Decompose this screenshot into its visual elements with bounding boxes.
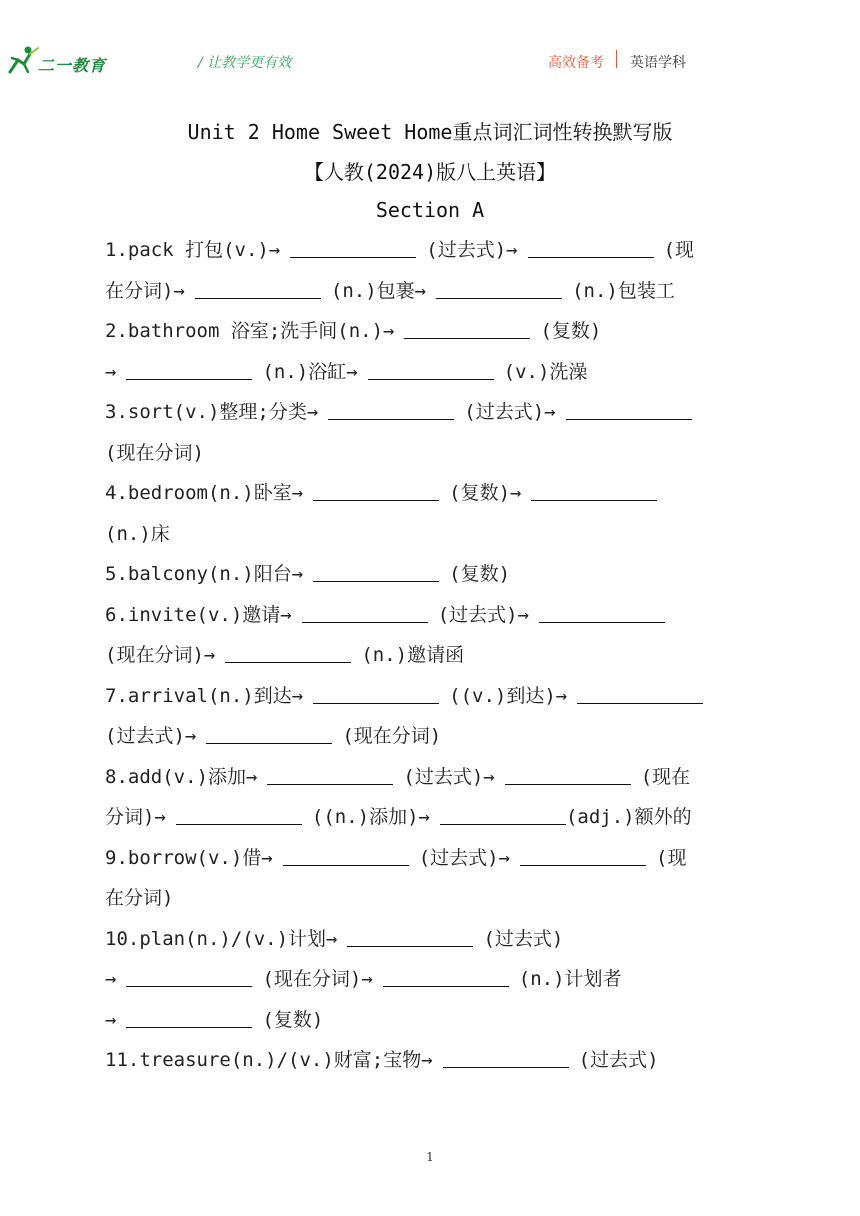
exercise-text: ((v.)到达)→ — [449, 684, 568, 707]
exercise-text: (过去式)→ — [437, 603, 530, 626]
exercise-text: (过去式)→ — [403, 765, 495, 788]
exercise-text: (过去式) — [483, 927, 564, 950]
answer-blank[interactable] — [531, 480, 657, 501]
exercise-text: (过去式) — [578, 1049, 659, 1071]
exercise-line — [105, 763, 765, 804]
answer-blank[interactable] — [539, 602, 665, 623]
answer-blank[interactable] — [225, 642, 351, 663]
answer-blank[interactable] — [206, 723, 332, 744]
exercise-line — [105, 803, 765, 844]
exercise-text: 5.balcony(n.)阳台→ — [105, 563, 304, 585]
answer-blank[interactable] — [267, 764, 393, 785]
header-tag-subject: 英语学科 — [630, 55, 686, 71]
exercise-line — [105, 277, 765, 318]
answer-blank[interactable] — [368, 359, 494, 380]
answer-blank[interactable] — [313, 683, 439, 704]
page-header — [0, 0, 860, 100]
exercise-text: (现在分词)→ — [105, 644, 216, 666]
exercise-line — [105, 520, 765, 561]
exercise-text: (n.)邀请函 — [361, 644, 465, 666]
answer-blank[interactable] — [520, 845, 646, 866]
exercise-line — [105, 884, 765, 925]
exercise-text: (现 — [656, 846, 687, 869]
answer-blank[interactable] — [440, 804, 566, 825]
exercise-line — [105, 317, 765, 358]
section-heading: Section A — [375, 198, 485, 222]
exercise-text: 1.pack 打包(v.)→ — [105, 239, 281, 261]
exercise-text: (现在分词) — [105, 441, 204, 464]
exercise-text: 3.sort(v.)整理;分类→ — [105, 401, 319, 423]
exercise-list — [105, 236, 765, 1087]
exercise-line — [105, 925, 765, 966]
exercise-text: 在分词)→ — [105, 279, 185, 302]
answer-blank[interactable] — [195, 278, 321, 299]
answer-blank[interactable] — [313, 480, 439, 501]
answer-blank[interactable] — [436, 278, 562, 299]
exercise-text: 9.borrow(v.)借→ — [105, 846, 273, 869]
exercise-text: (现在分词)→ — [262, 968, 373, 990]
header-slogan: / 让教学更有效 — [198, 55, 292, 71]
exercise-line — [105, 682, 765, 723]
answer-blank[interactable] — [176, 804, 302, 825]
exercise-text: (过去式)→ — [418, 846, 511, 869]
logo-text: 二一教育 — [38, 56, 107, 75]
exercise-text: 7.arrival(n.)到达→ — [105, 684, 304, 707]
exercise-text: 8.add(v.)添加→ — [105, 765, 258, 788]
exercise-line — [105, 844, 765, 885]
answer-blank[interactable] — [126, 966, 252, 987]
answer-blank[interactable] — [290, 237, 416, 258]
answer-blank[interactable] — [126, 1007, 252, 1028]
exercise-text: 10.plan(n.)/(v.)计划→ — [105, 927, 338, 950]
header-divider — [616, 50, 617, 68]
exercise-line — [105, 722, 765, 763]
exercise-line — [105, 965, 765, 1006]
exercise-line — [105, 479, 765, 520]
exercise-text: (复数) — [540, 320, 602, 342]
answer-blank[interactable] — [302, 602, 428, 623]
exercise-text: (现 — [663, 239, 695, 261]
logo — [4, 44, 114, 78]
answer-blank[interactable] — [577, 683, 703, 704]
exercise-text: (现在 — [640, 765, 691, 788]
exercise-line — [105, 1006, 765, 1047]
answer-blank[interactable] — [283, 845, 409, 866]
exercise-text: ((n.)添加)→ — [311, 806, 430, 828]
document-title: Unit 2 Home Sweet Home重点词汇词性转换默写版 — [187, 120, 673, 144]
exercise-line — [105, 236, 765, 277]
exercise-text: (复数) — [449, 563, 511, 585]
exercise-line — [105, 439, 765, 480]
exercise-text: (v.)洗澡 — [503, 360, 588, 383]
answer-blank[interactable] — [443, 1047, 569, 1068]
exercise-text: → — [105, 1008, 117, 1031]
exercise-line — [105, 641, 765, 682]
exercise-text: (过去式)→ — [426, 239, 518, 261]
answer-blank[interactable] — [383, 966, 509, 987]
exercise-text: 4.bedroom(n.)卧室→ — [105, 482, 304, 504]
answer-blank[interactable] — [328, 399, 454, 420]
exercise-text: (n.)包裹→ — [330, 279, 427, 302]
exercise-text: (复数) — [262, 1008, 324, 1031]
exercise-text: → — [105, 360, 117, 383]
exercise-text: 6.invite(v.)邀请→ — [105, 603, 292, 626]
page-number: 1 — [426, 1150, 434, 1164]
header-tag-exam: 高效备考 — [548, 55, 604, 71]
exercise-text: 分词)→ — [105, 806, 166, 828]
exercise-text: (n.)床 — [105, 522, 170, 545]
exercise-text: 11.treasure(n.)/(v.)财富;宝物→ — [105, 1049, 433, 1071]
exercise-text: (n.)包装工 — [572, 279, 675, 302]
exercise-text: (现在分词) — [342, 725, 442, 747]
exercise-line — [105, 398, 765, 439]
exercise-line — [105, 358, 765, 399]
answer-blank[interactable] — [404, 318, 530, 339]
answer-blank[interactable] — [566, 399, 692, 420]
exercise-text: (n.)计划者 — [518, 968, 622, 990]
exercise-line — [105, 601, 765, 642]
answer-blank[interactable] — [313, 561, 439, 582]
exercise-text: (adj.)额外的 — [565, 806, 692, 828]
exercise-text: (过去式)→ — [464, 401, 556, 423]
exercise-line — [105, 560, 765, 601]
answer-blank[interactable] — [528, 237, 654, 258]
document-subtitle: 【人教(2024)版八上英语】 — [303, 160, 557, 184]
exercise-text: (复数)→ — [449, 482, 522, 504]
answer-blank[interactable] — [347, 926, 473, 947]
answer-blank[interactable] — [126, 359, 252, 380]
exercise-text: → — [105, 968, 117, 990]
exercise-text: 2.bathroom 浴室;洗手间(n.)→ — [105, 320, 395, 342]
exercise-text: (过去式)→ — [105, 725, 197, 747]
exercise-text: 在分词) — [105, 887, 174, 909]
answer-blank[interactable] — [505, 764, 631, 785]
exercise-text: (n.)浴缸→ — [262, 360, 358, 383]
exercise-line — [105, 1046, 765, 1087]
